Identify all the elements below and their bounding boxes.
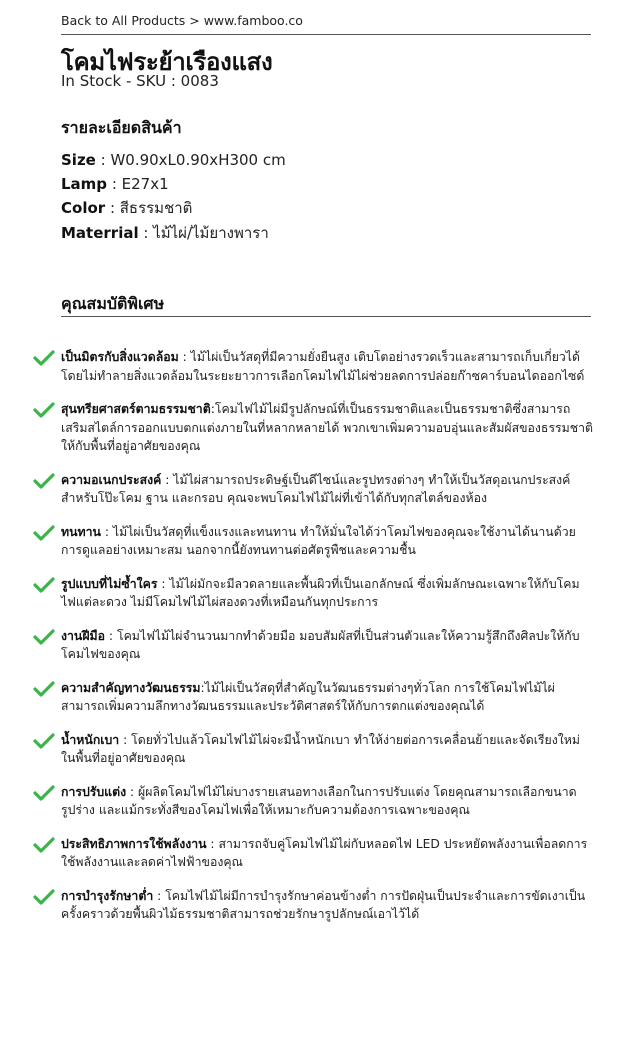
breadcrumb-link[interactable]: Back to All Products > www.famboo.co bbox=[61, 13, 303, 28]
feature-title: การบำรุงรักษาต่ำ bbox=[61, 888, 154, 903]
feature-description: :โคมไฟไม้ไผ่มีรูปลักษณ์ที่เป็นธรรมชาติและเป็นธรรมชาติซึ่งสามารถเสริมสไตล์การออกแบบตกแต่งภายในที่หลากหลายได้ พวกเขาเพิ่มความอบอุ่นและสัมผัสของธรรมชาติให้กับพื้นที่อยู่อาศัยของคุณ bbox=[61, 402, 593, 453]
detail-key: Color bbox=[61, 199, 106, 218]
feature-item bbox=[33, 400, 593, 456]
feature-text bbox=[61, 679, 593, 716]
feature-title: รูปแบบที่ไม่ซ้ำใคร bbox=[61, 576, 158, 591]
feature-text bbox=[61, 471, 593, 508]
detail-row bbox=[61, 221, 286, 245]
check-icon bbox=[33, 627, 61, 647]
feature-text bbox=[61, 400, 593, 456]
feature-text bbox=[61, 627, 593, 664]
feature-description: : ไม้ไผ่เป็นวัสดุที่แข็งแรงและทนทาน ทำให้มั่นใจได้ว่าโคมไฟของคุณจะใช้งานได้นานด้วยการดูแลอย่างเหมาะสม นอกจากนี้ยังทนทานต่อศัตรูพืชและความชื้น bbox=[61, 524, 576, 557]
feature-item bbox=[33, 887, 593, 924]
detail-value: : W0.90xL0.90xH300 cm bbox=[95, 151, 286, 169]
feature-item bbox=[33, 575, 593, 612]
details-heading: รายละเอียดสินค้า bbox=[61, 118, 182, 137]
feature-title: งานฝีมือ bbox=[61, 628, 106, 643]
feature-text bbox=[61, 783, 593, 820]
check-icon bbox=[33, 575, 61, 595]
feature-text bbox=[61, 887, 593, 924]
detail-row bbox=[61, 196, 286, 220]
feature-item bbox=[33, 523, 593, 560]
features-heading: คุณสมบัติพิเศษ bbox=[61, 294, 165, 313]
check-icon bbox=[33, 731, 61, 751]
feature-title: สุนทรียศาสตร์ตามธรรมชาติ bbox=[61, 402, 211, 416]
breadcrumb-divider bbox=[61, 34, 591, 35]
feature-text bbox=[61, 348, 593, 385]
feature-description: : ไม้ไผ่สามารถประดิษฐ์เป็นดีไซน์และรูปทรงต่างๆ ทำให้เป็นวัสดุอเนกประสงค์สำหรับโป๊ะโคม ฐาน และกรอบ คุณจะพบโคมไฟไม้ไผ่ที่เข้าได้กับทุกสไตล์ของห้อง bbox=[61, 472, 571, 505]
check-icon bbox=[33, 679, 61, 699]
feature-item bbox=[33, 348, 593, 385]
product-title: โคมไฟระย้าเรืองแสง bbox=[61, 48, 273, 76]
check-icon bbox=[33, 835, 61, 855]
feature-description: : ผู้ผลิตโคมไฟไม้ไผ่บางรายเสนอทางเลือกในการปรับแต่ง โดยคุณสามารถเลือกขนาด รูปร่าง และแม้กระทั่งสีของโคมไฟเพื่อให้เหมาะกับความต้องการเฉพาะของคุณ bbox=[61, 784, 577, 817]
feature-item bbox=[33, 731, 593, 768]
features-divider bbox=[61, 316, 591, 317]
feature-text bbox=[61, 731, 593, 768]
feature-text bbox=[61, 835, 593, 872]
feature-title: ทนทาน bbox=[61, 524, 101, 539]
feature-description: : โดยทั่วไปแล้วโคมไฟไม้ไผ่จะมีน้ำหนักเบา ทำให้ง่ายต่อการเคลื่อนย้ายและจัดเรียงใหม่ในพื้นที่อยู่อาศัยของคุณ bbox=[61, 732, 580, 765]
feature-item bbox=[33, 835, 593, 872]
features-list bbox=[33, 348, 593, 939]
detail-key: Size bbox=[61, 151, 96, 169]
feature-title: ความสำคัญทางวัฒนธรรม bbox=[61, 680, 201, 695]
check-icon bbox=[33, 400, 61, 420]
feature-title: ความอเนกประสงค์ bbox=[61, 472, 162, 487]
check-icon bbox=[33, 471, 61, 491]
details-list bbox=[61, 148, 286, 245]
stock-sku-line: In Stock - SKU : 0083 bbox=[61, 72, 219, 90]
detail-row bbox=[61, 172, 286, 196]
detail-value: : สีธรรมชาติ bbox=[105, 199, 193, 218]
check-icon bbox=[33, 783, 61, 803]
detail-key: Lamp bbox=[61, 175, 108, 194]
feature-item bbox=[33, 471, 593, 508]
feature-description: : ไม้ไผ่เป็นวัสดุที่มีความยั่งยืนสูง เติบโตอย่างรวดเร็วและสามารถเก็บเกี่ยวได้โดยไม่ทำลายสิ่งแวดล้อมในระยะยาวการเลือกโคมไฟไม้ไผ่ช่วยลดการปล่อยก๊าซคาร์บอนไดออกไซด์ bbox=[61, 350, 585, 383]
check-icon bbox=[33, 348, 61, 368]
feature-title: ประสิทธิภาพการใช้พลังงาน bbox=[61, 836, 207, 851]
feature-description: : โคมไฟไม้ไผ่มีการบำรุงรักษาค่อนข้างต่ำ การปัดฝุ่นเป็นประจำและการขัดเงาเป็นครั้งคราวด้วยพื้นผิวไม้ธรรมชาติสามารถช่วยรักษารูปลักษณ์เอาไว้ได้ bbox=[61, 888, 586, 921]
feature-title: เป็นมิตรกับสิ่งแวดล้อม bbox=[61, 350, 179, 364]
check-icon bbox=[33, 523, 61, 543]
feature-title: น้ำหนักเบา bbox=[61, 732, 120, 747]
feature-item bbox=[33, 783, 593, 820]
detail-key: Materrial bbox=[61, 223, 139, 242]
feature-text bbox=[61, 523, 593, 560]
feature-item bbox=[33, 627, 593, 664]
feature-title: การปรับแต่ง bbox=[61, 784, 127, 799]
detail-value: : ไม้ไผ่/ไม้ยางพารา bbox=[138, 223, 269, 242]
detail-value: : E27x1 bbox=[107, 175, 169, 194]
feature-item bbox=[33, 679, 593, 716]
feature-description: : สามารถจับคู่โคมไฟไม้ไผ่กับหลอดไฟ LED ประหยัดพลังงานเพื่อลดการใช้พลังงานและลดค่าไฟฟ้าของคุณ bbox=[61, 836, 588, 869]
feature-description: : โคมไฟไม้ไผ่จำนวนมากทำด้วยมือ มอบสัมผัสที่เป็นส่วนตัวและให้ความรู้สึกถึงศิลปะให้กับโคมไฟของคุณ bbox=[61, 628, 580, 661]
feature-description: :ไม้ไผ่เป็นวัสดุที่สำคัญในวัฒนธรรมต่างๆทั่วโลก การใช้โคมไฟไม้ไผ่สามารถเพิ่มความลึกทางวัฒนธรรมและประวัติศาสตร์ให้กับการตกแต่งของคุณได้ bbox=[61, 680, 555, 713]
detail-row bbox=[61, 148, 286, 172]
feature-description: : ไม้ไผ่มักจะมีลวดลายและพื้นผิวที่เป็นเอกลักษณ์ ซึ่งเพิ่มลักษณะเฉพาะให้กับโคมไฟแต่ละดวง ไม่มีโคมไฟไม้ไผ่สองดวงที่เหมือนกันทุกประการ bbox=[61, 576, 580, 609]
feature-text bbox=[61, 575, 593, 612]
check-icon bbox=[33, 887, 61, 907]
